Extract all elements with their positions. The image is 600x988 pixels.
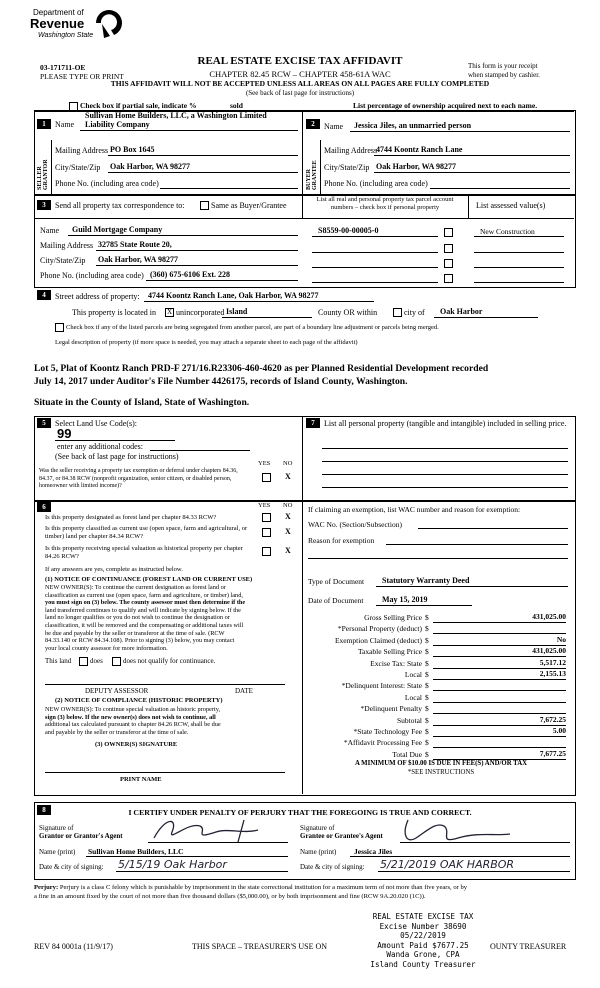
section-3-badge: 3 [37,200,51,210]
buyer-phone-label: Phone No. (including area code) [324,179,428,188]
notice2-line: and payable by the seller or transferor at the time of sale. [45,728,189,736]
tax-line-label: Total Due [392,749,422,759]
section-1-badge: 1 [37,119,51,129]
corr-phone-label: Phone No. (including area code) [40,271,144,280]
tax-line-label: Exemption Claimed (deduct) [334,635,422,645]
claim-exemption-label: If claiming an exemption, list WAC number and reason for exemption: [308,505,521,514]
section-5-badge: 5 [37,418,51,428]
chapter-line: CHAPTER 82.45 RCW – CHAPTER 458-61A WAC [209,69,391,79]
stamp-line: Amount Paid $7677.25 [377,940,469,950]
doc-date[interactable]: May 15, 2019 [382,595,428,604]
notice2-line: additional tax calculated pursuant to chapter 84.26 RCW, shall be due [45,721,221,729]
tax-line-dollar: $ [425,749,429,759]
tax-line-dollar: $ [425,715,429,725]
grantee-name-label: Name (print) [300,848,337,856]
notice1-line: be due and payable by the seller or transferor at the time of sale. (RCW [45,629,225,637]
tax-line-label: Local [404,692,422,702]
notice2-title: (2) NOTICE OF COMPLIANCE (HISTORIC PROPERTY) [55,697,223,704]
tax-line-label: Taxable Selling Price [357,647,422,657]
located-label: This property is located in [72,308,156,317]
q1-yes-checkbox[interactable] [262,513,271,522]
treasurer-use-right: OUNTY TREASURER [490,942,567,951]
grantor-sig-label1: Signature of [39,824,74,832]
q2-yes-checkbox[interactable] [262,528,271,537]
parcel-2-checkbox[interactable] [444,244,453,253]
legal-line2: July 14, 2017 under Auditor's File Number 4426175, records of Island County, Washington. [34,376,408,387]
correspondence-label: Send all property tax correspondence to: [55,201,185,210]
corr-city-label: City/State/Zip [40,256,86,265]
tax-line-label: Gross Selling Price [364,613,422,622]
stamp-line: Island County Treasurer [370,959,476,969]
corr-city[interactable]: Oak Harbor, WA 98277 [98,255,179,264]
logo-line1: Department of [33,8,84,17]
tax-line-dollar: $ [425,692,429,702]
tax-line-label: *State Technology Fee [353,727,422,736]
notice1-line: classification, it will be removed and the compensating or additional taxes will [45,621,244,629]
parcel-1-checkbox[interactable] [444,228,453,237]
grantor-sig-label2: Grantor or Grantor's Agent [39,832,123,840]
parcel-3-checkbox[interactable] [444,259,453,268]
assessed-header: List assessed value(s) [476,201,546,210]
notice1-line: NEW OWNER(S): To continue the current designation as forest land or [45,584,226,591]
tax-line-value[interactable]: 7,672.25 [539,714,566,724]
personal-property-label: List all personal property (tangible and intangible) included in selling price. [324,419,567,428]
tax-line-label: *Personal Property (deduct) [337,624,422,634]
parcel-number[interactable]: S8559-00-00005-0 [318,226,379,235]
buyer-name-label: Name [324,122,344,131]
parcel-4-checkbox[interactable] [444,274,453,283]
tax-line-label: Excise Tax: State [370,658,422,668]
notice1-line: 84.33.140 or RCW 84.34.108). Prior to signing (3) below, you may contact [45,637,235,645]
seller-city-label: City/State/Zip [55,163,101,172]
notice1-line: land transferred continues to qualify and will indicate by signing below. If the [45,606,241,614]
seller-side-label: SELLER GRANTOR [37,159,49,190]
tax-line-dollar: $ [425,624,429,634]
tax-line-value[interactable]: 2,155.13 [539,669,566,678]
sold-label: sold [230,101,243,110]
grantee-name[interactable]: Jessica Jiles [354,847,393,856]
section-4-badge: 4 [37,290,51,300]
tax-line-dollar: $ [425,613,429,622]
reason-label: Reason for exemption [308,536,375,545]
tax-line-label: *Affidavit Processing Fee [343,738,422,748]
city-checkbox[interactable] [393,308,402,317]
buyer-city[interactable]: Oak Harbor, WA 98277 [376,162,457,171]
stamp-line: 05/22/2019 [400,931,446,941]
property-street[interactable]: 4744 Koontz Ranch Lane, Oak Harbor, WA 98277 [148,291,319,300]
if-yes-note: If any answers are yes, complete as instructed below. [45,566,183,573]
tax-line-value[interactable]: No [556,634,566,644]
tax-line-dollar: $ [425,647,429,657]
property-city[interactable]: Oak Harbor [440,307,483,316]
seller-name-label: Name [55,120,75,129]
deputy-date-label: DATE [235,687,253,695]
notice1-title: (1) NOTICE OF CONTINUANCE (FOREST LAND OR CURRENT USE) [45,576,253,583]
seller-mail[interactable]: PO Box 1645 [110,145,155,154]
notice1-body [45,584,245,652]
notice1-line: your local county assessor for more information. [45,644,168,652]
print-name-label: PRINT NAME [120,776,162,783]
land-use-code[interactable]: 99 [57,426,72,441]
section-8-badge: 8 [37,805,51,815]
corr-name-label: Name [40,226,60,235]
same-as-buyer-checkbox[interactable] [200,201,209,210]
tax-line-label: *Delinquent Penalty [360,704,422,714]
certify-statement: I CERTIFY UNDER PENALTY OF PERJURY THAT THE FOREGOING IS TRUE AND CORRECT. [128,808,472,817]
tax-line-dollar: $ [425,704,429,714]
tax-line-label: *Delinquent Interest: State [341,681,422,691]
perjury-text2: a fine in an amount fixed by the court of not more than five thousand dollars ($5,000.00), or by both imprisonment and fine (RCW 9A.20.020 (1C)). [34,893,426,900]
tax-line-value[interactable]: 5.00 [552,726,566,735]
additional-codes-label: enter any additional codes: [57,442,143,451]
q2-answer[interactable]: X [285,527,291,536]
minimum-note: A MINIMUM OF $10.00 IS DUE IN FEE(S) AND/OR TAX [354,760,528,767]
logo-line3: Washington State [38,32,94,39]
tax-line-label: Subtotal [396,715,422,725]
perjury-label: Perjury: [34,884,59,891]
tax-line-dollar: $ [425,670,429,679]
partial-sale-label: Check box if partial sale, indicate % [80,101,197,110]
buyer-side-label: BUYER GRANTEE [306,160,318,190]
notice1-line: land no longer qualifies or you do not wish to continue the designation or [45,614,230,622]
tax-line-dollar: $ [425,658,429,668]
section-6-badge: 6 [37,502,51,512]
receipt-note2: when stamped by cashier. [468,71,540,79]
tax-line-value[interactable]: 5,517.12 [539,657,566,667]
designation-yes: YES [258,502,271,509]
seller-name[interactable]: Sullivan Home Builders, LLC, a Washington Limited Liability Company [85,111,267,129]
exemption-yes-checkbox[interactable] [262,473,271,482]
unincorporated-checkbox[interactable]: X [166,308,173,316]
notice1-line: classification as current use (open space, farm and agriculture, or timber) land, [45,591,243,599]
legal-line1: Lot 5, Plat of Koontz Ranch PRD-F 271/16.R23306-460-4620 as per Planned Residential Development recorded [34,363,489,374]
see-instructions: *SEE INSTRUCTIONS [407,769,475,776]
rev-number: REV 84 0001a (11/9/17) [34,942,113,951]
parcel-header: List all real and personal property tax parcel account numbers – check box if personal property [316,196,454,211]
does-not-label: does not qualify for continuance. [123,657,216,665]
does-checkbox[interactable] [79,657,88,666]
grantor-signature[interactable] [148,812,278,846]
grantee-sig-label1: Signature of [300,824,335,832]
exemption-question: Was the seller receiving a property tax exemption or deferral under chapters 84.36, 84.37, or 84.38 RCW (nonprofit organization, senior citizen, or disabled person, homeowner with limited income)? [39,468,238,489]
land-use-see-back: (See back of last page for instructions) [55,452,179,461]
situate-line: Situate in the County of Island, State of Washington. [34,397,250,408]
please-type: PLEASE TYPE OR PRINT [40,72,124,81]
segregated-checkbox[interactable] [55,323,64,332]
section-2-badge: 2 [306,119,320,129]
seller-phone-label: Phone No. (including area code) [55,179,159,188]
doc-type-label: Type of Document [308,577,365,586]
tax-line-label: Local [404,670,422,679]
page-title: REAL ESTATE EXCISE TAX AFFIDAVIT [197,55,403,67]
tax-line-dollar: $ [425,727,429,736]
tax-line-dollar: $ [425,681,429,691]
street-label: Street address of property: [55,292,140,301]
stamp-line: Wanda Grone, CPA [386,950,460,960]
seller-mail-label: Mailing Address [55,146,109,155]
land-use-label: Select Land Use Code(s): [55,419,137,428]
grantee-date-city[interactable]: 5/21/2019 OAK HARBOR [380,858,515,871]
q1-answer[interactable]: X [285,512,291,521]
notice2-body [45,706,221,736]
land-use-no: NO [283,460,293,467]
grantor-name-label: Name (print) [39,848,76,856]
unincorporated-label: unincorporated [176,308,225,317]
doc-type[interactable]: Statutory Warranty Deed [382,576,470,585]
notice1-line: you must sign on (3) below. The county assessor must then determine if the [45,599,246,607]
form-number: 03-171711-OE [40,63,86,72]
tax-line-value[interactable]: 7,677.25 [539,748,566,758]
tax-line-dollar: $ [425,635,429,645]
section-7-badge: 7 [306,418,320,428]
segregated-label: Check box if any of the listed parcels are being segregated from another parcel, are part of a boundary line adjustment or parcels being merged. [66,324,439,331]
grantee-date-label: Date & city of signing: [300,863,365,871]
see-back-header: (See back of last page for instructions) [245,89,355,97]
buyer-city-label: City/State/Zip [324,163,370,172]
stamp-line: REAL ESTATE EXCISE TAX [372,912,474,921]
grantor-date-label: Date & city of signing: [39,863,104,871]
warning-line: THIS AFFIDAVIT WILL NOT BE ACCEPTED UNLESS ALL AREAS ON ALL PAGES ARE FULLY COMPLETED [110,79,490,88]
grantee-sig-label2: Grantee or Grantee's Agent [300,832,383,840]
q3-yes-checkbox[interactable] [262,547,271,556]
same-as-buyer-label: Same as Buyer/Grantee [211,201,287,210]
receipt-note1: This form is your receipt [468,62,538,70]
treasurer-use-left: THIS SPACE – TREASURER'S USE ON [192,942,328,951]
stamp-line: Excise Number 38690 [379,921,467,931]
exemption-no-answer[interactable]: X [285,472,291,481]
tax-line-value[interactable]: 431,025.00 [532,646,566,656]
corr-mail-label: Mailing Address [40,241,94,250]
designation-q2: Is this property classified as current use (open space, farm and agricultural, or timber) land per chapter 84.34 RCW? [45,525,248,540]
tax-line-value[interactable]: 431,025.00 [532,612,566,621]
designation-q3: Is this property receiving special valuation as historical property per chapter 84.26 RCW? [45,545,243,560]
tax-line-dollar: $ [425,738,429,748]
buyer-name[interactable]: Jessica Jiles, an unmarried person [354,121,472,130]
notice2-line: sign (3) below. If the new owner(s) does not wish to continue, all [45,713,216,721]
property-county[interactable]: Island [226,307,248,316]
corr-mail[interactable]: 32785 State Route 20, [98,240,172,249]
q3-answer[interactable]: X [285,546,291,555]
perjury-text1: Perjury is a class C felony which is punishable by imprisonment in the state correctional institution for a maximum term of not more than five years, or by [59,884,468,891]
grantor-date-city[interactable]: 5/15/19 Oak Harbor [118,858,227,871]
perjury-line1 [34,884,467,891]
land-use-yes: YES [258,460,271,467]
county-or-label: County OR within [318,308,378,317]
corr-phone[interactable]: (360) 675-6106 Ext. 228 [150,270,230,279]
designation-no: NO [283,502,293,509]
seller-city[interactable]: Oak Harbor, WA 98277 [110,162,191,171]
buyer-mail[interactable]: 4744 Koontz Ranch Lane [376,145,463,154]
treasurer-stamp [358,912,488,970]
wac-label: WAC No. (Section/Subsection) [308,520,402,529]
logo-line2: Revenue [30,16,85,31]
ownership-note: List percentage of ownership acquired next to each name. [353,101,538,110]
grantor-name[interactable]: Sullivan Home Builders, LLC [88,847,184,856]
buyer-mail-label: Mailing Address [324,146,378,155]
notice2-line: NEW OWNER(S): To continue special valuation as historic property, [45,706,221,713]
designation-q1: Is this property designated as forest land per chapter 84.33 RCW? [45,514,217,521]
city-of-label: city of [404,308,425,317]
washington-logo-icon [92,6,122,40]
this-land-label: This land [45,657,72,665]
legal-label: Legal description of property (if more space is needed, you may attach a separate sheet to each page of the affidavit) [55,339,358,346]
does-not-checkbox[interactable] [112,657,121,666]
corr-name[interactable]: Guild Mortgage Company [72,225,163,234]
assessed-value[interactable]: New Construction [480,227,535,236]
owner-signature-label: (3) OWNER(S) SIGNATURE [95,741,178,748]
doc-date-label: Date of Document [308,596,364,605]
deputy-assessor-label: DEPUTY ASSESSOR [85,687,149,695]
does-label: does [90,657,103,665]
